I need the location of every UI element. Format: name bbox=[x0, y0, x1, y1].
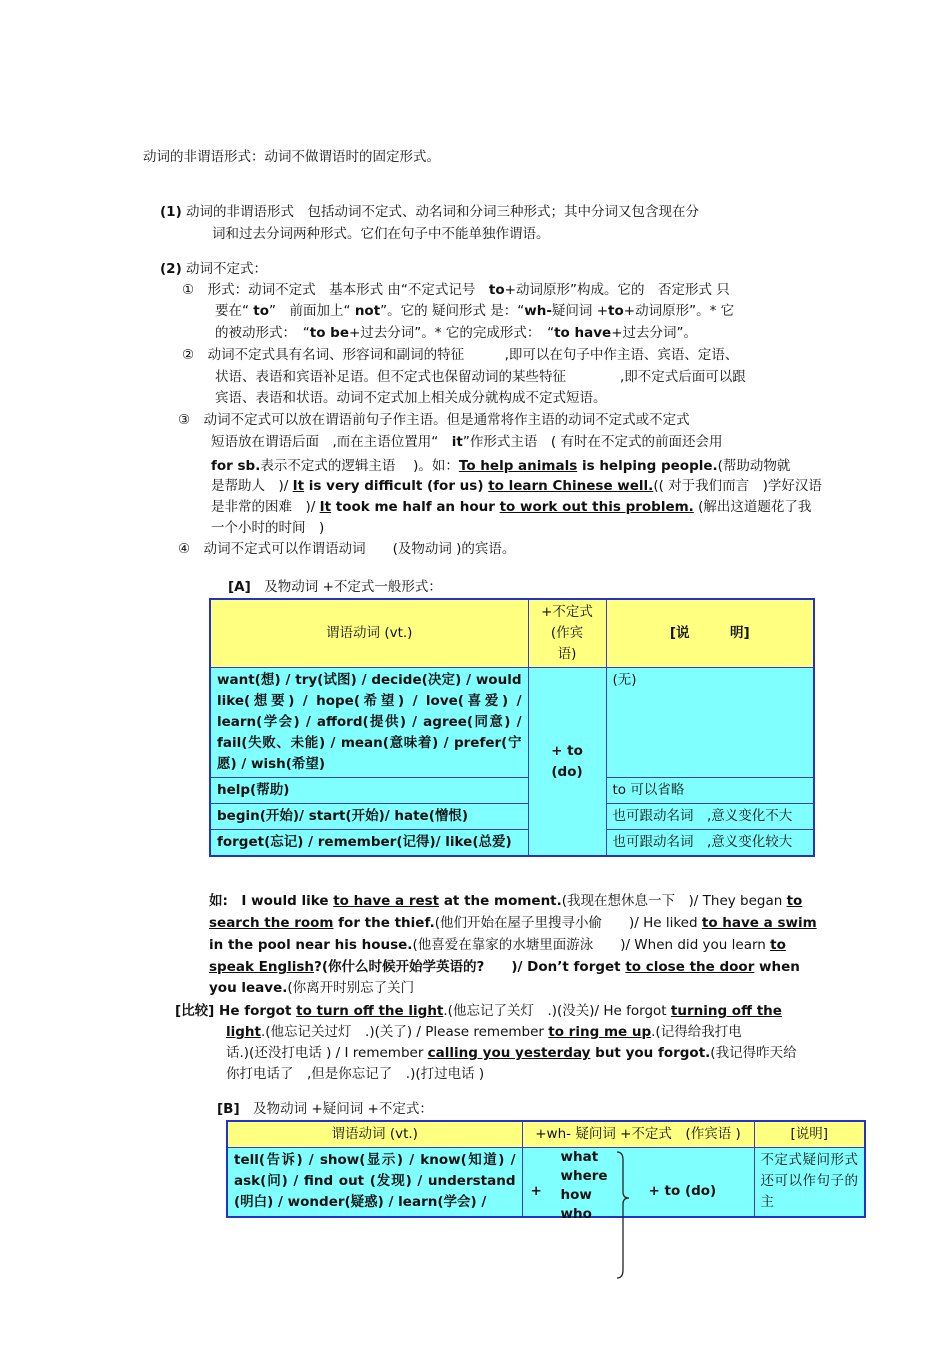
cmp-c: to turn off the light bbox=[296, 1003, 444, 1019]
table-a-row-1-verbs: want(想) / try(试图) / decide(决定) / would like(想要) / hope(希望) / love(喜爱) / learn(学会) / afford(提供) / agree(同意) / fail(失败、未能) / mean(意味着) / prefer(宁愿) / wish(希望) bbox=[210, 668, 528, 778]
item-3-text-3e: (帮助动物就 bbox=[717, 458, 791, 474]
table-a-row-4-note: 也可跟动名词 ,意义变化较大 bbox=[606, 830, 814, 857]
item-4-text: 动词不定式可以作谓语动词 (及物动词 )的宾语。 bbox=[203, 541, 516, 557]
item-3-text-5c: took me half an hour bbox=[331, 499, 500, 515]
item-1-text-b: to bbox=[488, 282, 505, 298]
cmp-a: [比较] bbox=[175, 1003, 215, 1019]
examples-line-2 bbox=[209, 913, 817, 935]
item-3-text-1: 动词不定式可以放在谓语前句子作主语。但是通常将作主语的动词不定式或不定式 bbox=[203, 412, 690, 428]
cmp-h: to ring me up bbox=[548, 1024, 652, 1040]
cmp-j: 话.)(还没打电话 ) / I remember bbox=[226, 1045, 428, 1061]
table-b-row-verbs: tell(告诉) / show(显示) / know(知道) / ask(问) / find out (发现) / understand (明白) / wonder(疑惑) / learn(学会) / bbox=[227, 1148, 522, 1218]
ex-f: search the room bbox=[209, 915, 334, 931]
table-b-to-do: + to (do) bbox=[648, 1183, 717, 1199]
examples-line-5 bbox=[209, 978, 414, 1000]
table-b bbox=[226, 1120, 866, 1222]
ex-d: (我现在想休息一下 )/ They began bbox=[561, 893, 787, 909]
compare-line-1 bbox=[175, 1001, 782, 1023]
section-2-heading bbox=[160, 259, 267, 281]
ex-m: speak English bbox=[209, 959, 315, 975]
cmp-m: (我记得昨天给 bbox=[710, 1045, 797, 1061]
table-a-title: 及物动词 +不定式一般形式： bbox=[264, 579, 442, 595]
ex-j: in the pool near his house. bbox=[209, 937, 413, 953]
compare-line-4: 你打电话了 ,但是你忘记了 .)(打过电话 ) bbox=[226, 1066, 485, 1082]
table-row bbox=[210, 668, 814, 778]
item-3-text-2a: 短语放在谓语后面 ,而在主语位置用“ bbox=[211, 434, 452, 450]
examples-line-3 bbox=[209, 935, 786, 957]
item-3-line-1 bbox=[178, 410, 690, 432]
item-2-line-3: 宾语、表语和状语。动词不定式加上相关成分就构成不定式短语。 bbox=[215, 390, 607, 406]
section-2-number: (2) bbox=[160, 261, 182, 277]
item-3-text-4e: (( 对于我们而言 )学好汉语 bbox=[653, 478, 822, 494]
table-a-row-3-verbs: begin(开始)/ start(开始)/ hate(憎恨) bbox=[210, 804, 528, 830]
item-3-example-1: To help animals bbox=[458, 458, 578, 474]
table-a-to-do: + to (do) bbox=[528, 668, 606, 857]
cmp-k: calling you yesterday bbox=[427, 1045, 591, 1061]
table-b-header-wh: +wh- 疑问词 +不定式 (作宾语 ) bbox=[522, 1121, 754, 1148]
right-brace-icon bbox=[615, 1150, 631, 1280]
item-1-text-g: not bbox=[354, 303, 381, 319]
compare-line-3 bbox=[226, 1043, 797, 1065]
item-1-text-q: +过去分词”。 bbox=[611, 325, 698, 341]
table-a-row-4-verbs: forget(忘记) / remember(记得)/ like(总爱) bbox=[210, 830, 528, 857]
cmp-i: .(记得给我打电 bbox=[651, 1024, 742, 1040]
table-a-header-infinitive: +不定式 (作宾 语) bbox=[528, 599, 606, 668]
table-b-header bbox=[227, 1121, 865, 1148]
item-2-line-1 bbox=[182, 345, 738, 367]
item-3-text-5b: It bbox=[319, 499, 332, 515]
table-b-plus: + bbox=[530, 1183, 542, 1199]
item-2-text-1: 动词不定式具有名词、形容词和副词的特征 ,即可以在句子中作主语、宾语、定语、 bbox=[207, 347, 739, 363]
item-2-marker: ② bbox=[182, 347, 195, 363]
item-1-text-o: +过去分词”。* 它的完成形式： “ bbox=[349, 325, 555, 341]
item-1-text-i: wh- bbox=[524, 303, 552, 319]
item-3-text-3a: for sb. bbox=[211, 458, 261, 474]
item-3-line-5 bbox=[211, 497, 811, 519]
cmp-b: He forgot bbox=[214, 1003, 297, 1019]
item-1-text-h: ”。它的 疑问形式 是：“ bbox=[380, 303, 525, 319]
table-a-caption bbox=[228, 577, 442, 599]
table-b-wh-words bbox=[561, 1148, 608, 1224]
item-1-text-j: 疑问词 + bbox=[551, 303, 609, 319]
ex-p: when bbox=[754, 959, 800, 975]
ex-q: you leave. bbox=[209, 980, 288, 996]
table-a-header-verb-text: 谓语动词 (vt.) bbox=[326, 625, 413, 641]
item-3-text-2b: it bbox=[451, 434, 463, 450]
table-b-caption bbox=[217, 1099, 433, 1121]
cmp-l: but you forgot. bbox=[590, 1045, 711, 1061]
item-1-line-1 bbox=[182, 280, 730, 302]
item-2-line-2: 状语、表语和宾语补足语。但不定式也保留动词的某些特征 ,即不定式后面可以跟 bbox=[215, 369, 746, 385]
item-1-text-l: +动词原形”。* 它 bbox=[623, 303, 735, 319]
compare-line-2 bbox=[226, 1022, 742, 1044]
examples-line-1 bbox=[209, 891, 809, 913]
item-1-text-e: to bbox=[253, 303, 270, 319]
item-4-marker: ④ bbox=[178, 541, 191, 557]
ex-e: to bbox=[786, 893, 803, 909]
section-1-line-1: 动词的非谓语形式 包括动词不定式、动名词和分词三种形式；其中分词又包含现在分 bbox=[186, 204, 700, 220]
table-b-label: [B] bbox=[217, 1101, 240, 1117]
table-a-header-verb bbox=[210, 599, 528, 668]
item-3-text-5a: 是非常的困难 )/ bbox=[211, 499, 320, 515]
item-3-line-2 bbox=[211, 432, 722, 454]
cmp-f: light bbox=[226, 1024, 261, 1040]
ex-i: to have a swim bbox=[701, 915, 817, 931]
section-2-title: 动词不定式： bbox=[186, 261, 268, 277]
ex-n: ?(你什么时候开始学英语的? )/ Don’t forget bbox=[314, 959, 626, 975]
document-title: 动词的非谓语形式：动词不做谓语时的固定形式。 bbox=[143, 149, 440, 165]
table-b-note: 不定式疑问形式还可以作句子的主 bbox=[754, 1148, 865, 1218]
item-3-marker: ③ bbox=[178, 412, 191, 428]
section-1-number: (1) bbox=[160, 204, 182, 220]
table-b-wh-cell bbox=[522, 1148, 754, 1222]
cmp-g: .(他忘记关过灯 .)(关了) / Please remember bbox=[260, 1024, 549, 1040]
item-3-example-3: to work out this problem. bbox=[499, 499, 694, 515]
item-1-text-f: ” 前面加上“ bbox=[269, 303, 355, 319]
item-4-line bbox=[178, 539, 515, 561]
item-1-text-p: to have bbox=[554, 325, 612, 341]
table-b-header-verb: 谓语动词 (vt.) bbox=[227, 1121, 522, 1148]
item-1-text-n: to be bbox=[309, 325, 349, 341]
table-a-header-note: [说 明] bbox=[606, 599, 814, 668]
table-row bbox=[210, 778, 814, 804]
section-1-line-2: 词和过去分词两种形式。它们在句子中不能单独作谓语。 bbox=[212, 226, 550, 242]
item-3-text-2c: ”作形式主语 ( 有时在不定式的前面还会用 bbox=[462, 434, 723, 450]
item-3-line-3 bbox=[211, 456, 790, 478]
ex-g: for the thief. bbox=[333, 915, 435, 931]
table-a-row-3-note: 也可跟动名词 ,意义变化不大 bbox=[606, 804, 814, 830]
ex-k: (他喜爱在靠家的水塘里面游泳 )/ When did you learn bbox=[412, 937, 771, 953]
table-a-row-1-note: (无) bbox=[606, 668, 814, 778]
item-1-line-3 bbox=[215, 323, 697, 345]
item-3-text-3b: 表示不定式的逻辑主语 )。如： bbox=[260, 458, 459, 474]
item-3-line-6: 一个小时的时间 ) bbox=[211, 520, 325, 536]
item-1-text-c: +动词原形”构成。它的 否定形式 只 bbox=[504, 282, 730, 298]
table-row bbox=[227, 1148, 865, 1218]
table-b-title: 及物动词 +疑问词 +不定式： bbox=[253, 1101, 433, 1117]
item-3-text-4c: is very difficult (for us) bbox=[304, 478, 489, 494]
wh-word-who: who bbox=[560, 1206, 592, 1222]
ex-o: to close the door bbox=[625, 959, 755, 975]
item-3-text-5e: (解出这道题花了我 bbox=[693, 499, 812, 515]
cmp-e: turning off the bbox=[670, 1003, 782, 1019]
item-3-text-3d: is helping people. bbox=[577, 458, 718, 474]
item-1-text-d: 要在“ bbox=[215, 303, 254, 319]
table-b-header-note: [说明] bbox=[754, 1121, 865, 1148]
item-3-line-4 bbox=[211, 476, 822, 498]
table-a-row-2-note: to 可以省略 bbox=[606, 778, 814, 804]
examples-line-4 bbox=[209, 957, 800, 979]
item-3-example-2: to learn Chinese well. bbox=[488, 478, 654, 494]
table-a bbox=[209, 598, 815, 857]
item-1-line-2 bbox=[215, 301, 734, 323]
cmp-d: .(他忘记了关灯 .)(没关)/ He forgot bbox=[443, 1003, 671, 1019]
item-1-text-k: to bbox=[608, 303, 624, 319]
table-a-label: [A] bbox=[228, 579, 251, 595]
item-1-text-m: 的被动形式： “ bbox=[215, 325, 310, 341]
ex-c: at the moment. bbox=[439, 893, 562, 909]
ex-h: (他们开始在屋子里搜寻小偷 )/ He liked bbox=[434, 915, 702, 931]
table-row bbox=[210, 830, 814, 857]
ex-a: 如: I would like bbox=[209, 893, 334, 909]
table-row bbox=[210, 804, 814, 830]
wh-word-how: how bbox=[560, 1187, 592, 1203]
ex-l: to bbox=[770, 937, 786, 953]
item-3-text-4a: 是帮助人 )/ bbox=[211, 478, 293, 494]
table-a-row-2-verbs: help(帮助) bbox=[210, 778, 528, 804]
item-1-marker: ① bbox=[182, 282, 195, 298]
ex-b: to have a rest bbox=[333, 893, 440, 909]
item-1-text-a: 形式：动词不定式 基本形式 由“不定式记号 bbox=[207, 282, 489, 298]
table-a-header bbox=[210, 599, 814, 668]
ex-r: (你离开时别忘了关门 bbox=[287, 980, 415, 996]
item-3-text-4b: It bbox=[292, 478, 305, 494]
section-1 bbox=[160, 202, 699, 224]
wh-word-what: what bbox=[560, 1149, 599, 1165]
wh-word-where: where bbox=[560, 1168, 608, 1184]
